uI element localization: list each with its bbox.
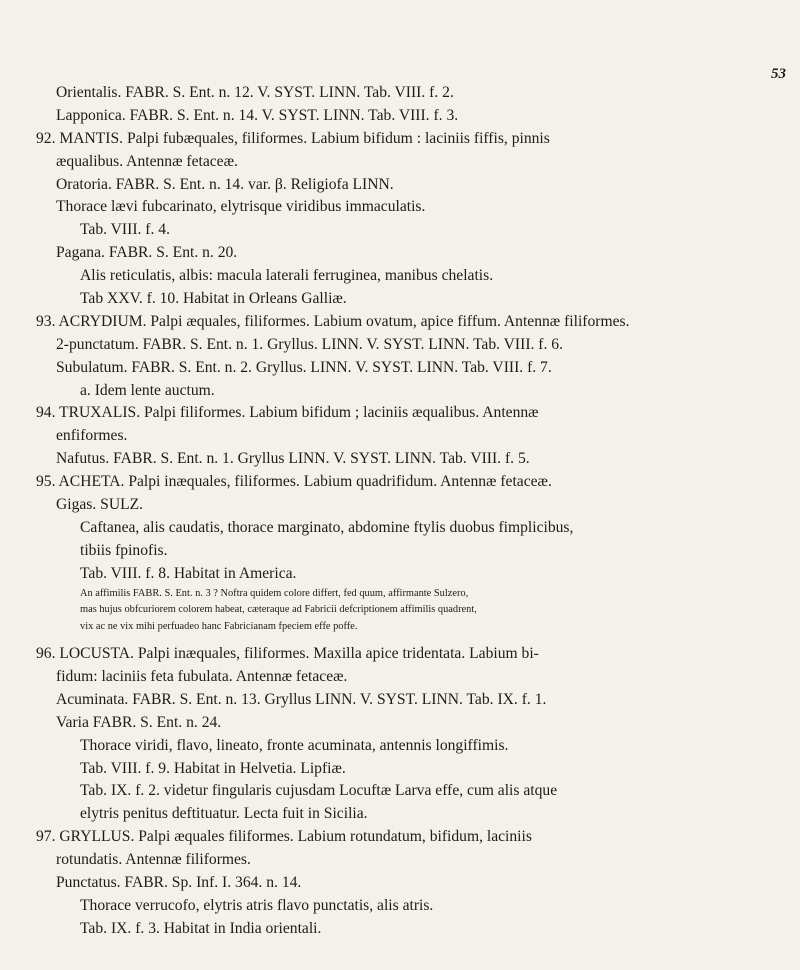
text-line: æqualibus. Antennæ fetaceæ. <box>56 152 238 170</box>
text-line: Pagana. FABR. S. Ent. n. 20. <box>56 244 238 262</box>
text-line: Tab. VIII. f. 9. Habitat in Helvetia. Lipfiæ. <box>80 759 346 777</box>
text-line: Orientalis. FABR. S. Ent. n. 12. V. SYST. LINN. Tab. VIII. f. 2. <box>56 84 454 101</box>
footnote-line: mas hujus obfcuriorem colorem habeat, cæteraque ad Fabricii defcriptionem affimilis quadrent, <box>80 604 477 616</box>
text-line: Subulatum. FABR. S. Ent. n. 2. Gryllus. LINN. V. SYST. LINN. Tab. VIII. f. 7. <box>56 358 552 376</box>
text-line: rotundatis. Antennæ filiformes. <box>56 851 251 869</box>
genus-entry-line: 92. MANTIS. Palpi fubæquales, filiformes. Labium bifidum : laciniis fiffis, pinnis <box>36 129 550 147</box>
text-line: Thorace viridi, flavo, lineato, fronte acuminata, antennis longiffimis. <box>80 736 509 754</box>
text-line: Punctatus. FABR. Sp. Inf. I. 364. n. 14. <box>56 874 302 891</box>
text-line: Gigas. SULZ. <box>56 496 144 514</box>
text-line: Nafutus. FABR. S. Ent. n. 1. Gryllus LINN. V. SYST. LINN. Tab. VIII. f. 5. <box>56 450 530 468</box>
text-line: Tab. VIII. f. 4. <box>80 221 170 239</box>
text-line: fidum: laciniis feta fubulata. Antennæ fetaceæ. <box>56 667 348 685</box>
page-number: 53 <box>771 66 786 82</box>
text-line: Tab. IX. f. 2. videtur fingularis cujusdam Locuftæ Larva effe, cum alis atque <box>80 782 558 800</box>
text-line: 2-punctatum. FABR. S. Ent. n. 1. Gryllus. LINN. V. SYST. LINN. Tab. VIII. f. 6. <box>56 335 563 353</box>
text-line: tibiis fpinofis. <box>80 541 168 559</box>
text-line: Caftanea, alis caudatis, thorace marginato, abdomine ftylis duobus fimplicibus, <box>80 518 574 536</box>
text-line: Oratoria. FABR. S. Ent. n. 14. var. β. Religiofa LINN. <box>56 175 394 193</box>
page-body <box>36 82 772 941</box>
text-line: Acuminata. FABR. S. Ent. n. 13. Gryllus LINN. V. SYST. LINN. Tab. IX. f. 1. <box>56 690 547 708</box>
text-block-1 <box>36 82 772 586</box>
footnote-line: An affimilis FABR. S. Ent. n. 3 ? Noftra quidem colore differt, fed quum, affirmante Sulzero, <box>80 587 469 599</box>
text-line: a. Idem lente auctum. <box>80 381 215 399</box>
text-line: elytris penitus deftituatur. Lecta fuit in Sicilia. <box>80 805 368 823</box>
text-line: enfiformes. <box>56 427 128 445</box>
genus-entry-line: 96. LOCUSTA. Palpi inæquales, filiformes. Maxilla apice tridentata. Labium bi- <box>36 645 539 663</box>
text-line: Tab XXV. f. 10. Habitat in Orleans Galliæ. <box>80 290 347 308</box>
footnote-block <box>56 586 772 636</box>
text-line: Alis reticulatis, albis: macula laterali ferruginea, manibus chelatis. <box>80 267 494 285</box>
text-line: Thorace lævi fubcarinato, elytrisque viridibus immaculatis. <box>56 198 426 216</box>
text-block-2 <box>36 643 772 941</box>
genus-entry-line: 93. ACRYDIUM. Palpi æquales, filiformes. Labium ovatum, apice fiffum. Antennæ filiformes. <box>36 312 630 330</box>
text-line: Tab. VIII. f. 8. Habitat in America. <box>80 564 297 582</box>
text-line: Varia FABR. S. Ent. n. 24. <box>56 713 222 731</box>
text-line: Tab. IX. f. 3. Habitat in India orientali. <box>80 919 322 937</box>
footnote-line: vix ac ne vix mihi perfuadeo hanc Fabricianam fpeciem effe poffe. <box>80 620 358 632</box>
genus-entry-line: 97. GRYLLUS. Palpi æquales filiformes. Labium rotundatum, bifidum, laciniis <box>36 828 532 846</box>
genus-entry-line: 95. ACHETA. Palpi inæquales, filiformes. Labium quadrifidum. Antennæ fetaceæ. <box>36 473 552 491</box>
text-line: Lapponica. FABR. S. Ent. n. 14. V. SYST. LINN. Tab. VIII. f. 3. <box>56 106 459 124</box>
genus-entry-line: 94. TRUXALIS. Palpi filiformes. Labium bifidum ; laciniis æqualibus. Antennæ <box>36 404 539 422</box>
text-line: Thorace verrucofo, elytris atris flavo punctatis, alis atris. <box>80 896 434 914</box>
